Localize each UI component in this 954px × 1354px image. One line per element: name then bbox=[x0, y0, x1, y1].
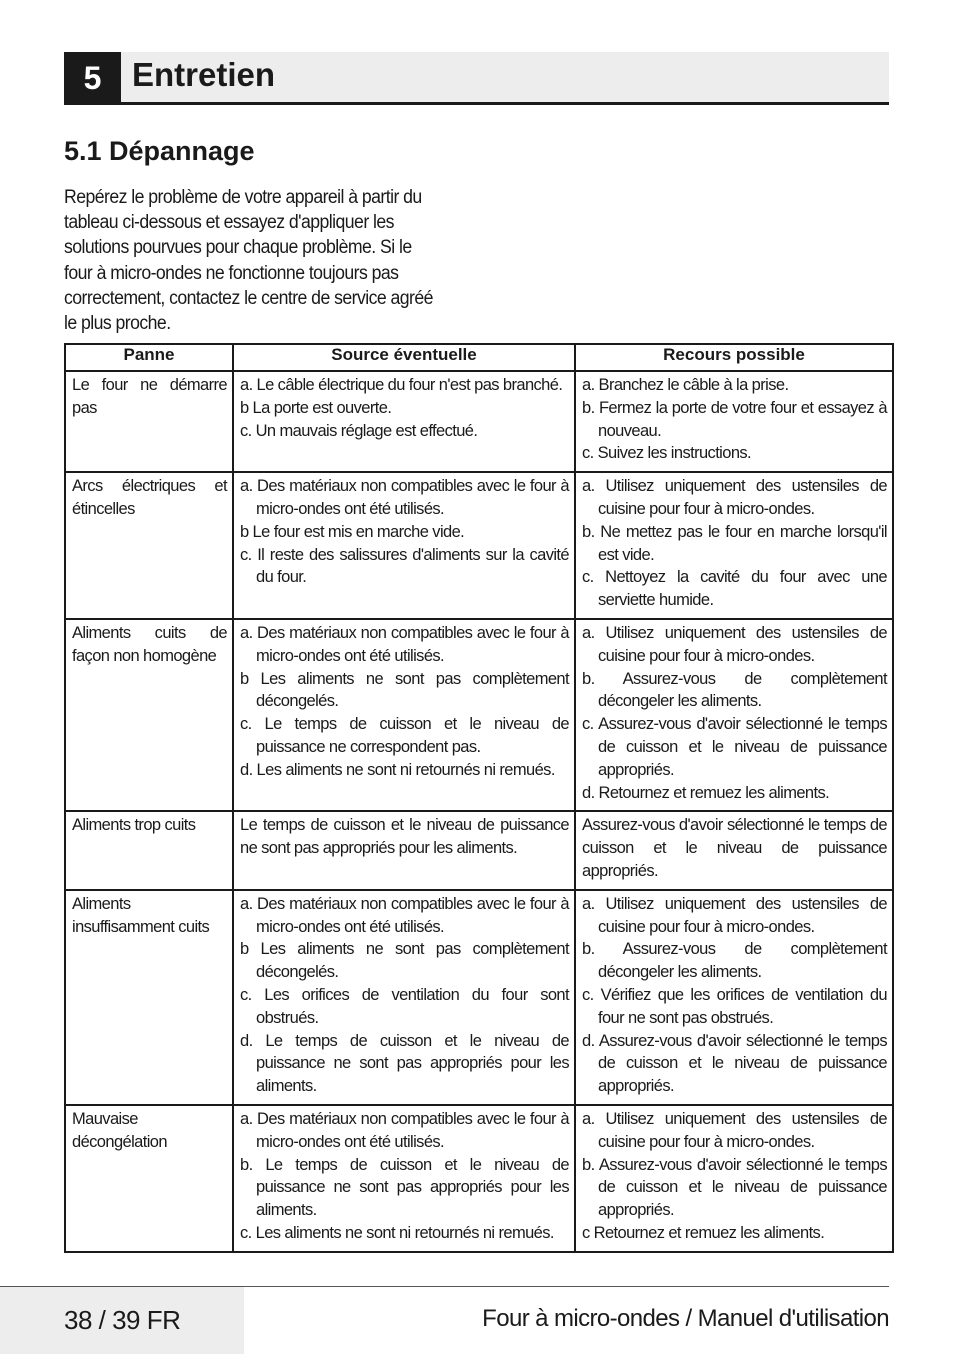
source-item: b Les aliments ne sont pas complètement décongelés. bbox=[240, 669, 569, 711]
cell-recours bbox=[575, 1105, 893, 1252]
source-item: a. Des matériaux non compatibles avec le four à micro-ondes ont été utilisés. bbox=[240, 1109, 569, 1151]
recours-item: c. Vérifiez que les orifices de ventilation du four ne sont pas obstrués. bbox=[582, 985, 887, 1027]
source-item: a. Des matériaux non compatibles avec le four à micro-ondes ont été utilisés. bbox=[240, 894, 569, 936]
table-row bbox=[65, 472, 893, 619]
recours-item: b. Assurez-vous de complètement décongeler les aliments. bbox=[582, 940, 887, 982]
source-item: c. Le temps de cuisson et le niveau de puissance ne correspondent pas. bbox=[240, 715, 569, 756]
cell-source bbox=[233, 1105, 575, 1252]
source-item: b La porte est ouverte. bbox=[240, 398, 392, 417]
source-item: a. Des matériaux non compatibles avec le four à micro-ondes ont été utilisés. bbox=[240, 623, 569, 665]
header-recours: Recours possible bbox=[575, 344, 893, 371]
table-row bbox=[65, 1105, 893, 1252]
cell-source bbox=[233, 811, 575, 889]
recours-item: a. Branchez le câble à la prise. bbox=[582, 376, 789, 394]
recours-item: a. Utilisez uniquement des ustensiles de cuisine pour four à micro-ondes. bbox=[582, 477, 887, 518]
cell-recours bbox=[575, 371, 893, 472]
table-row bbox=[65, 811, 893, 889]
page-number: 38 / 39 FR bbox=[64, 1305, 181, 1335]
recours-item: c. Nettoyez la cavité du four avec une serviette humide. bbox=[582, 568, 887, 610]
recours-item: b. Ne mettez pas le four en marche lorsqu'il est vide. bbox=[582, 522, 887, 564]
section-title: 5.1 Dépannage bbox=[64, 136, 255, 166]
recours-item: c. Assurez-vous d'avoir sélectionné le temps de cuisson et le niveau de puissance appropriés. bbox=[582, 715, 887, 779]
cell-panne: Le four ne démarre pas bbox=[65, 371, 233, 472]
table-row bbox=[65, 619, 893, 811]
recours-item: c Retournez et remuez les aliments. bbox=[582, 1223, 825, 1242]
table-row bbox=[65, 371, 893, 472]
source-item: c. Les orifices de ventilation du four sont obstrués. bbox=[240, 985, 569, 1027]
cell-panne: Aliments insuffisamment cuits bbox=[65, 890, 233, 1105]
cell-panne: Aliments trop cuits bbox=[65, 811, 233, 889]
source-item: b Les aliments ne sont pas complètement décongelés. bbox=[240, 940, 569, 982]
recours-item: b. Fermez la porte de votre four et essayez à nouveau. bbox=[582, 398, 887, 440]
cell-source bbox=[233, 619, 575, 811]
header-panne: Panne bbox=[65, 344, 233, 371]
table-header-row bbox=[65, 344, 893, 371]
cell-recours bbox=[575, 619, 893, 811]
cell-recours bbox=[575, 472, 893, 619]
intro-paragraph: Repérez le problème de votre appareil à partir du tableau ci-dessous et essayez d'appliquer les solutions pourvues pour chaque problème. Si le four à micro-ondes ne fonctionne toujours pas correctement, contactez le centre de service agréé le plus proche. bbox=[64, 187, 433, 335]
cell-panne: Mauvaise décongélation bbox=[65, 1105, 233, 1252]
cell-source bbox=[233, 890, 575, 1105]
header-source: Source éventuelle bbox=[233, 344, 575, 371]
source-item: d. Les aliments ne sont ni retournés ni remués. bbox=[240, 760, 555, 779]
source-item: c. Les aliments ne sont ni retournés ni remués. bbox=[240, 1223, 554, 1242]
chapter-header bbox=[64, 52, 889, 105]
troubleshooting-table bbox=[64, 343, 894, 1253]
source-item: a. Le câble électrique du four n'est pas branché. bbox=[240, 376, 563, 394]
source-item: d. Le temps de cuisson et le niveau de puissance ne sont pas appropriés pour les aliments. bbox=[240, 1031, 569, 1096]
cell-panne: Aliments cuits de façon non homogène bbox=[65, 619, 233, 811]
source-item: b. Le temps de cuisson et le niveau de puissance ne sont pas appropriés pour les aliments. bbox=[240, 1155, 569, 1220]
chapter-number: 5 bbox=[64, 52, 121, 105]
recours-item: Assurez-vous d'avoir sélectionné le temps de cuisson et le niveau de puissance appropriés. bbox=[582, 816, 887, 880]
recours-item: b. Assurez-vous d'avoir sélectionné le temps de cuisson et le niveau de puissance appropriés. bbox=[582, 1155, 887, 1220]
recours-item: d. Retournez et remuez les aliments. bbox=[582, 783, 830, 802]
source-item: b Le four est mis en marche vide. bbox=[240, 522, 465, 541]
recours-item: d. Assurez-vous d'avoir sélectionné le temps de cuisson et le niveau de puissance appropriés. bbox=[582, 1031, 887, 1096]
document-title: Four à micro-ondes / Manuel d'utilisation bbox=[482, 1305, 889, 1332]
cell-source bbox=[233, 371, 575, 472]
chapter-title: Entretien bbox=[132, 56, 276, 93]
source-item: a. Des matériaux non compatibles avec le four à micro-ondes ont été utilisés. bbox=[240, 477, 569, 518]
table-row bbox=[65, 890, 893, 1105]
recours-item: a. Utilisez uniquement des ustensiles de cuisine pour four à micro-ondes. bbox=[582, 623, 887, 665]
recours-item: a. Utilisez uniquement des ustensiles de cuisine pour four à micro-ondes. bbox=[582, 1109, 887, 1151]
recours-item: b. Assurez-vous de complètement décongeler les aliments. bbox=[582, 669, 887, 711]
cell-recours bbox=[575, 890, 893, 1105]
cell-recours bbox=[575, 811, 893, 889]
cell-source bbox=[233, 472, 575, 619]
table-body bbox=[65, 371, 893, 1252]
recours-item: c. Suivez les instructions. bbox=[582, 444, 752, 463]
source-item: Le temps de cuisson et le niveau de puissance ne sont pas appropriés pour les aliments. bbox=[240, 816, 569, 858]
source-item: c. Il reste des salissures d'aliments sur la cavité du four. bbox=[240, 545, 569, 587]
source-item: c. Un mauvais réglage est effectué. bbox=[240, 421, 478, 440]
recours-item: a. Utilisez uniquement des ustensiles de cuisine pour four à micro-ondes. bbox=[582, 894, 887, 936]
cell-panne: Arcs électriques et étincelles bbox=[65, 472, 233, 619]
